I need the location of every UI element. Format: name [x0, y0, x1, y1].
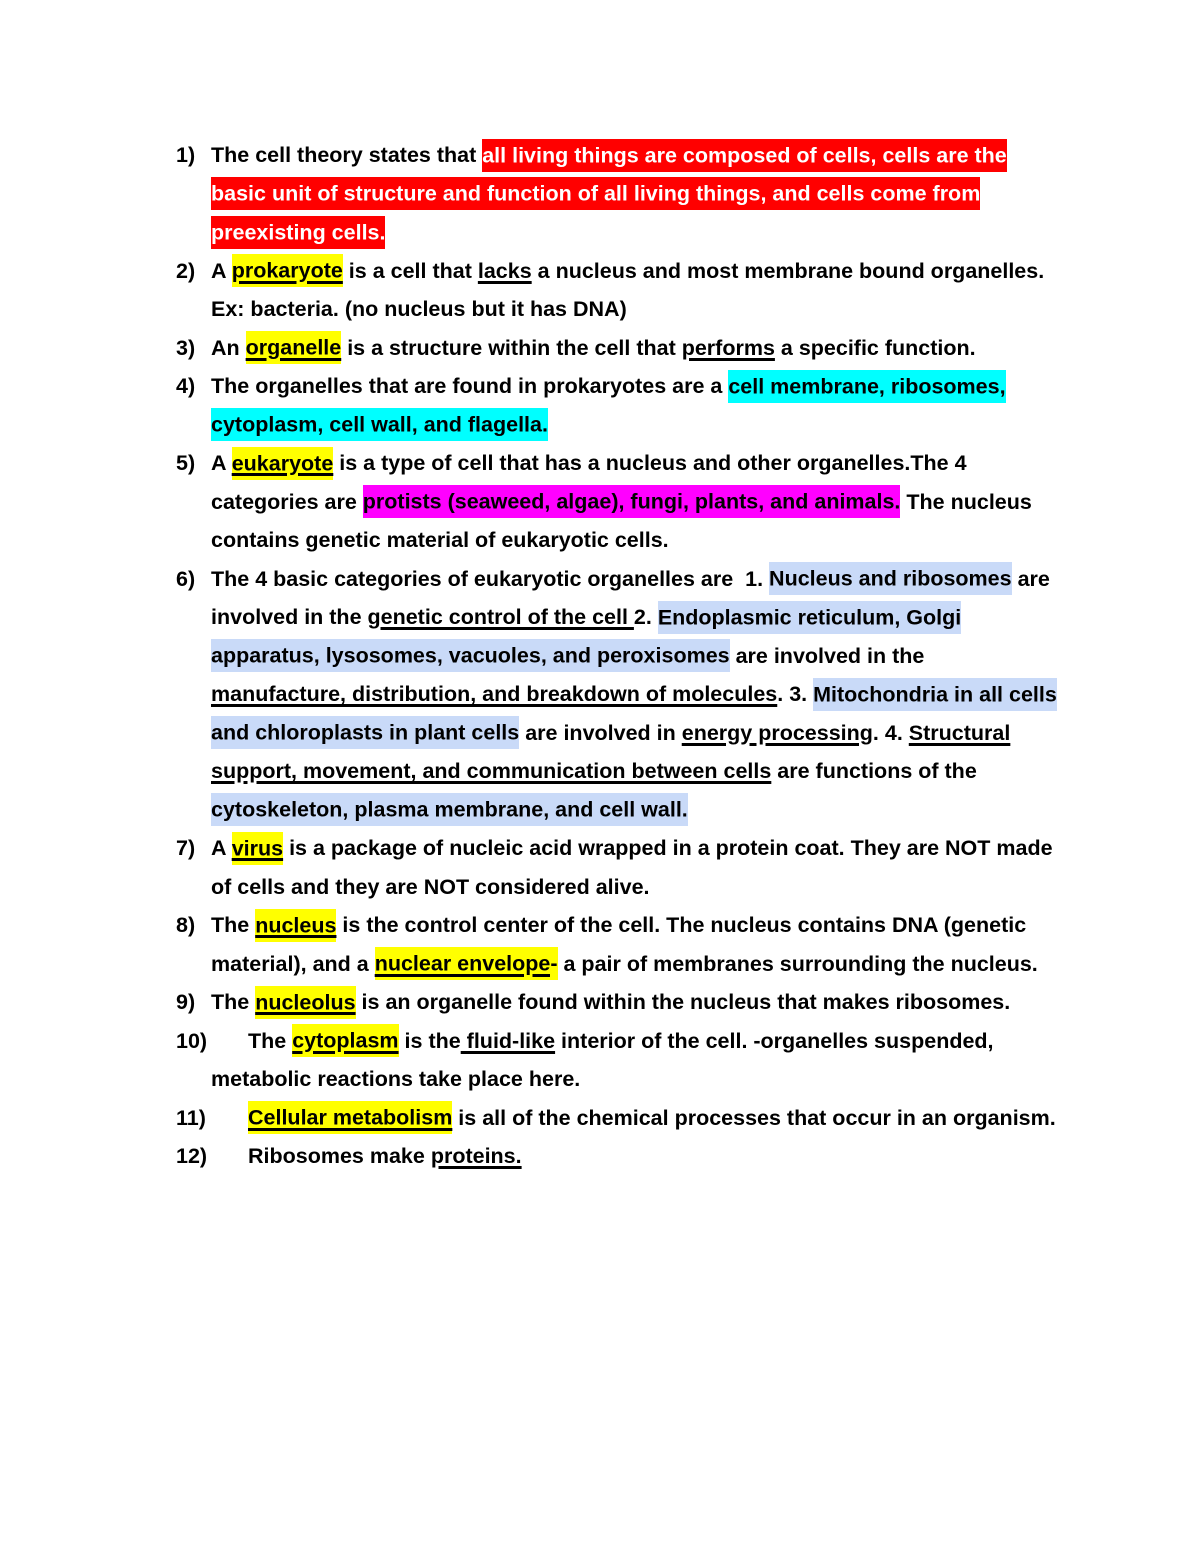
item-number: 8) [176, 913, 196, 937]
text-segment: An [211, 335, 246, 360]
text-segment: are involved in the [211, 566, 1050, 629]
text-segment: . 4. [872, 720, 909, 745]
text-segment: The [211, 913, 256, 937]
highlight-red-segment: all living things are composed of cells, cells are the basic unit of structure and function of all living things, and cells come from preexisting cells. [211, 139, 1007, 249]
list-item-3 [176, 329, 1059, 368]
item-number: 4) [176, 374, 196, 398]
underlined-segment: Structural support, movement, and communication between cells [211, 720, 1011, 783]
item-number: 11) [176, 1105, 206, 1130]
highlight-blue-segment: cytoskeleton, plasma membrane, and cell wall. [211, 793, 688, 826]
list-item-9 [176, 983, 1059, 1022]
list-item-1 [176, 136, 1059, 252]
underlined-segment: performs [681, 335, 775, 360]
text-segment: 2. [633, 605, 658, 629]
item-text [211, 560, 1059, 830]
list-item-12 [176, 1137, 1059, 1176]
text-segment: are involved in the [729, 643, 925, 668]
text-segment: The [248, 1028, 293, 1053]
item-number: 9) [176, 990, 196, 1014]
text-segment: A [211, 258, 232, 283]
highlight-yellow-segment: Cellular metabolism [248, 1101, 452, 1134]
text-segment: The organelles that are found in prokaryotes are a [211, 374, 729, 398]
underlined-segment: energy processing [681, 720, 873, 745]
item-text [211, 136, 1059, 252]
item-text [211, 252, 1059, 329]
text-segment: The [211, 990, 256, 1014]
highlight-yellow-segment: nucleus [255, 909, 336, 942]
highlight-yellow-segment: organelle [246, 331, 342, 364]
item-number: 12) [176, 1144, 208, 1168]
list-item-11 [176, 1099, 1059, 1138]
highlight-blue-segment: Endoplasmic reticulum, Golgi apparatus, lysosomes, vacuoles, and peroxisomes [211, 601, 961, 673]
text-segment: . 3. [777, 682, 814, 706]
underlined-segment: fluid-like [460, 1028, 556, 1053]
list-item-8 [176, 906, 1059, 983]
highlight-cyan-segment: cell membrane, ribosomes, cytoplasm, cell wall, and flagella. [211, 370, 1006, 442]
item-text [211, 1099, 1059, 1138]
text-segment: is the [398, 1028, 461, 1053]
item-number: 2) [176, 258, 196, 283]
text-segment: interior of the cell. -organelles suspended, metabolic reactions take place here. [211, 1028, 994, 1091]
text-segment: is the control center of the cell. The nucleus contains DNA (genetic material), and a [211, 913, 1027, 976]
text-segment: is an organelle found within the nucleus that makes ribosomes. [355, 990, 1011, 1014]
item-number: 1) [176, 143, 196, 167]
list-item-4 [176, 367, 1059, 444]
item-number: 10) [176, 1028, 208, 1053]
highlight-yellow-segment: eukaryote [232, 447, 334, 480]
item-number: 5) [176, 451, 196, 475]
item-text [211, 444, 1059, 560]
item-text [211, 983, 1059, 1022]
item-text [211, 329, 1059, 368]
text-segment: a pair of membranes surrounding the nucleus. [557, 951, 1038, 976]
underlined-segment: proteins. [430, 1144, 522, 1168]
text-segment: are functions of the [771, 759, 977, 783]
highlight-yellow-segment: virus [232, 832, 283, 865]
list-item-6 [176, 560, 1059, 830]
item-text [211, 906, 1059, 983]
text-segment: is a package of nucleic acid wrapped in a protein coat. They are NOT made of cells and they are NOT considered alive. [211, 836, 1053, 899]
underlined-segment: genetic control of the cell [367, 605, 634, 629]
text-segment: A [211, 836, 232, 860]
underlined-segment: manufacture, distribution, and breakdown of molecules [211, 682, 778, 706]
item-number: 3) [176, 335, 196, 360]
text-segment: The 4 basic categories of eukaryotic organelles are 1. [211, 566, 770, 591]
text-segment: is all of the chemical processes that occur in an organism. [452, 1105, 1056, 1130]
text-segment: A [211, 451, 232, 475]
text-segment: a specific function. [774, 335, 976, 360]
underlined-segment: lacks [477, 258, 532, 283]
highlight-blue-segment: Mitochondria in all cells and chloroplasts in plant cells [211, 678, 1057, 750]
text-segment: is a structure within the cell that [341, 335, 682, 360]
list-item-7 [176, 829, 1059, 906]
item-text [211, 1137, 1059, 1176]
highlight-blue-segment: Nucleus and ribosomes [769, 562, 1012, 595]
highlight-yellow-segment: cytoplasm [292, 1024, 398, 1057]
highlight-magenta-segment: protists (seaweed, algae), fungi, plants, and animals. [363, 485, 901, 518]
highlight-yellow-segment: nuclear envelope [375, 947, 551, 980]
text-segment: The nucleus contains genetic material of eukaryotic cells. [211, 489, 1032, 552]
item-number: 7) [176, 836, 196, 860]
item-text [211, 1022, 1059, 1099]
highlight-yellow-segment: prokaryote [232, 254, 343, 287]
list-item-5 [176, 444, 1059, 560]
item-text [211, 367, 1059, 444]
text-segment: is a type of cell that has a nucleus and other organelles.The 4 categories are [211, 451, 967, 514]
text-segment: Ribosomes make [248, 1144, 431, 1168]
text-segment: The cell theory states that [211, 143, 483, 167]
highlight-yellow-segment: nucleolus [255, 986, 355, 1019]
highlight-yellow-segment: - [550, 947, 557, 980]
text-segment: a nucleus and most membrane bound organelles. Ex: bacteria. (no nucleus but it has DNA) [211, 258, 1045, 321]
text-segment: is a cell that [342, 258, 478, 283]
item-number: 6) [176, 566, 196, 591]
list-item-2 [176, 252, 1059, 329]
item-text [211, 829, 1059, 906]
list-item-10 [176, 1022, 1059, 1099]
text-segment: are involved in [519, 720, 682, 745]
